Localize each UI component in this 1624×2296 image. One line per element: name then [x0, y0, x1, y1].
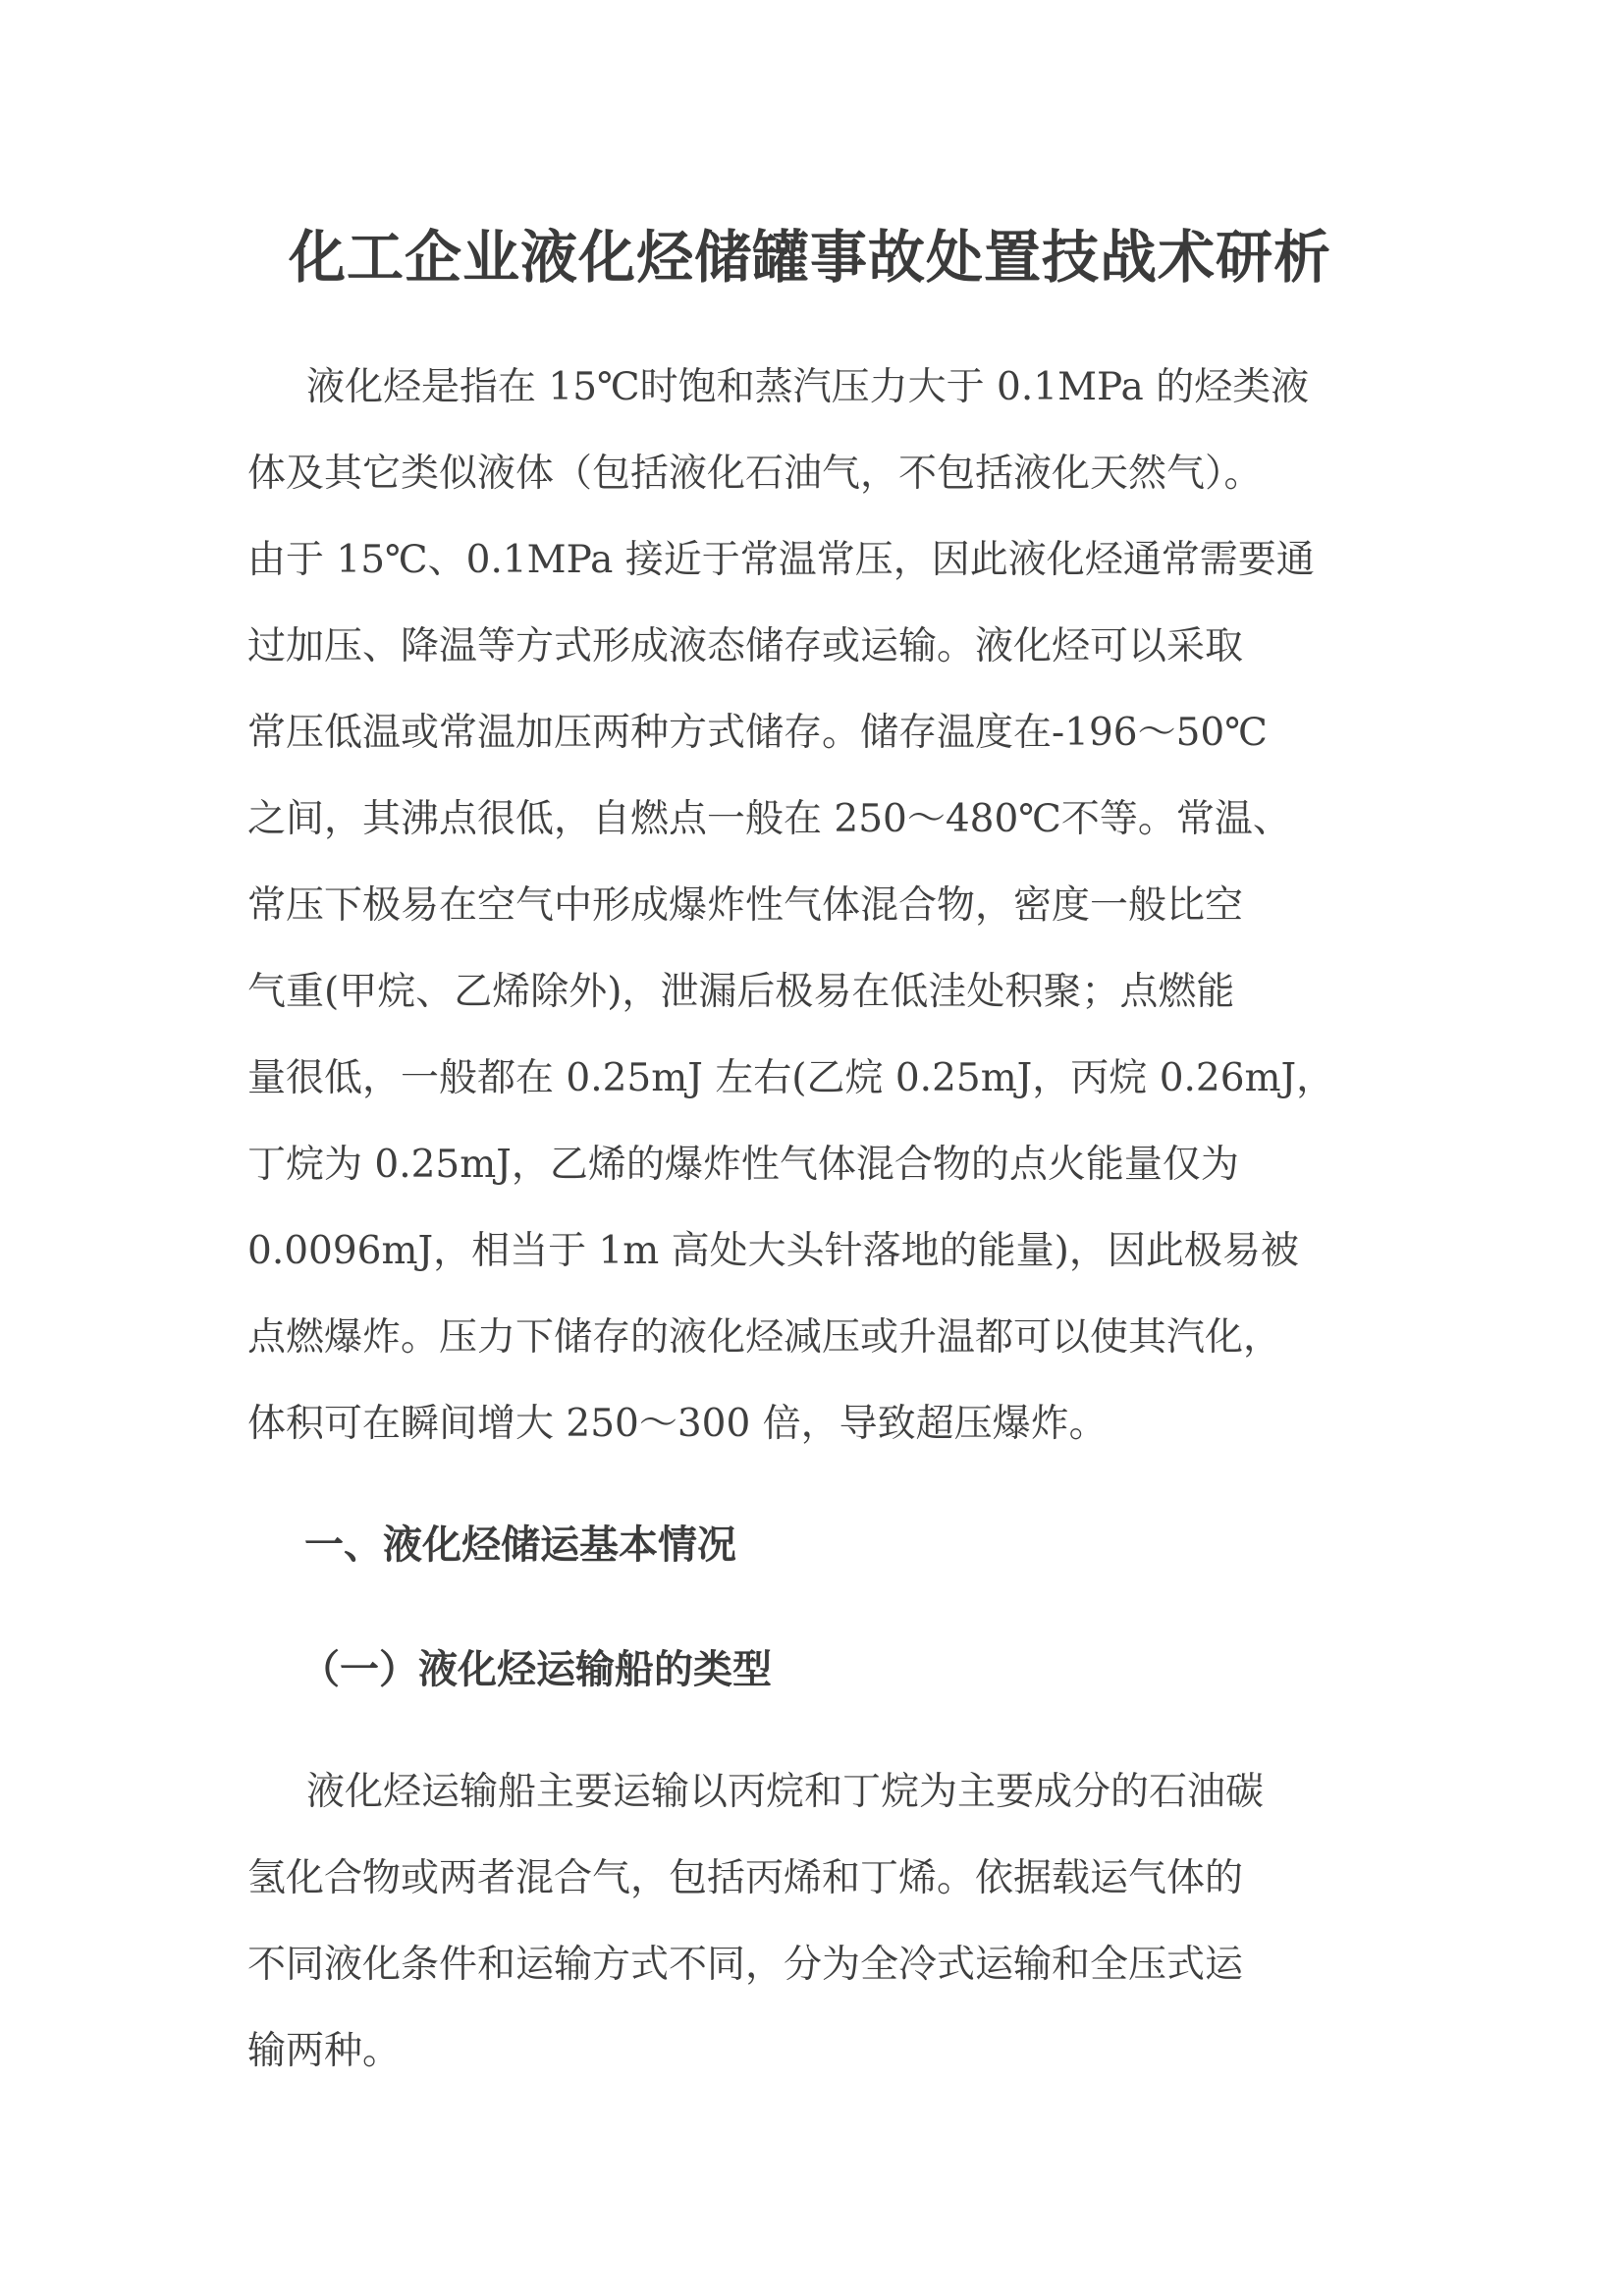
paragraph-line: 体及其它类似液体（包括液化石油气，不包括液化天然气）。: [247, 452, 1263, 496]
paragraph-line: 由于 15℃、0.1MPa 接近于常温常压，因此液化烃通常需要通: [247, 538, 1315, 582]
paragraph-line: 之间，其沸点很低，自燃点一般在 250～480℃不等。常温、: [247, 797, 1291, 841]
paragraph-line: 体积可在瞬间增大 250～300 倍，导致超压爆炸。: [247, 1402, 1108, 1446]
subsection-heading: （一）液化烃运输船的类型: [300, 1647, 772, 1692]
paragraph-line: 常压低温或常温加压两种方式储存。储存温度在-196～50℃: [247, 711, 1268, 755]
document-title: 化工企业液化烃储罐事故处置技战术研析: [288, 224, 1331, 291]
body-paragraph: [247, 1749, 1386, 2095]
paragraph-line: 0.0096mJ，相当于 1m 高处大头针落地的能量)，因此极易被: [247, 1229, 1299, 1273]
paragraph-line: 氢化合物或两者混合气，包括丙烯和丁烯。依据载运气体的: [247, 1856, 1244, 1900]
paragraph-line: 液化烃是指在 15℃时饱和蒸汽压力大于 0.1MPa 的烃类液: [306, 365, 1310, 409]
paragraph-line: 点燃爆炸。压力下储存的液化烃减压或升温都可以使其汽化，: [247, 1315, 1282, 1360]
section-heading: 一、液化烃储运基本情况: [304, 1522, 736, 1568]
paragraph-line: 气重(甲烷、乙烯除外)，泄漏后极易在低洼处积聚；点燃能: [247, 970, 1235, 1014]
paragraph-line: 量很低，一般都在 0.25mJ 左右(乙烷 0.25mJ，丙烷 0.26mJ，: [247, 1056, 1335, 1100]
paragraph-line: 过加压、降温等方式形成液态储存或运输。液化烃可以采取: [247, 624, 1244, 668]
paragraph-line: 输两种。: [247, 2029, 402, 2073]
paragraph-line: 常压下极易在空气中形成爆炸性气体混合物，密度一般比空: [247, 883, 1244, 928]
paragraph-line: 丁烷为 0.25mJ，乙烯的爆炸性气体混合物的点火能量仅为: [247, 1143, 1239, 1187]
intro-paragraph: [247, 345, 1386, 1468]
paragraph-line: 液化烃运输船主要运输以丙烷和丁烷为主要成分的石油碳: [306, 1770, 1265, 1814]
paragraph-line: 不同液化条件和运输方式不同，分为全冷式运输和全压式运: [247, 1943, 1244, 1987]
